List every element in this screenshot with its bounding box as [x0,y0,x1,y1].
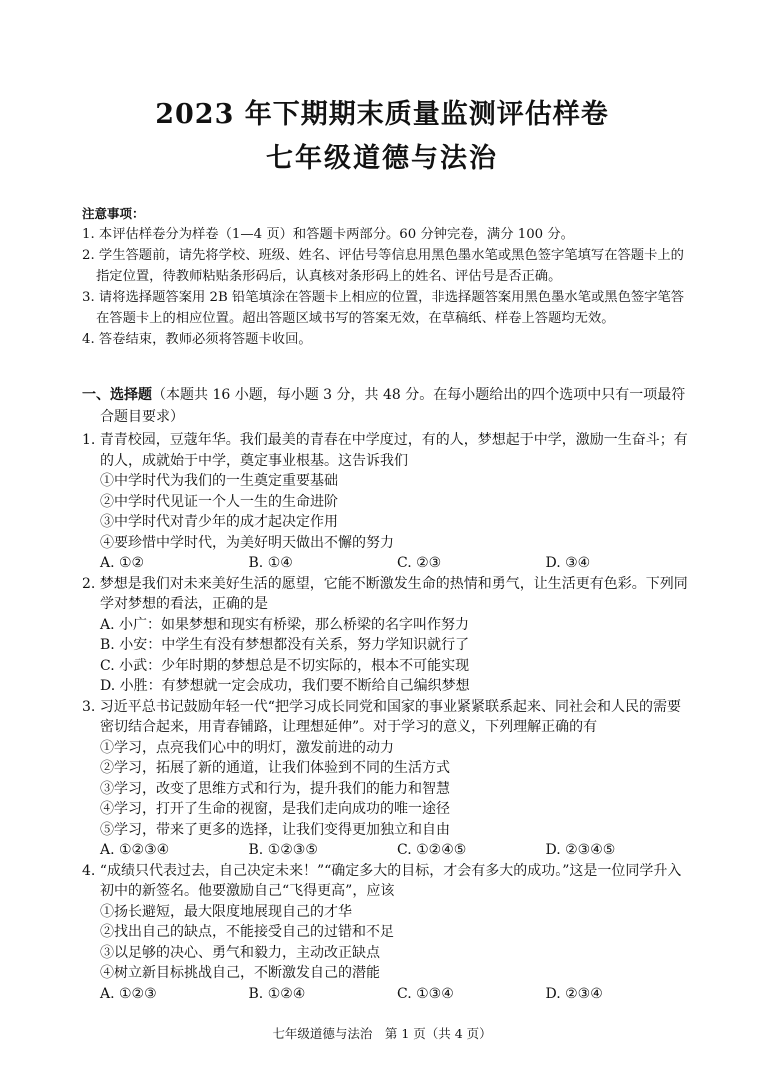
question-option: ④树立新目标挑战自己，不断激发自己的潜能 [100,965,380,981]
question-option: ③学习，改变了思维方式和行为，提升我们的能力和智慧 [100,780,450,797]
question-option: ③中学时代对青少年的成才起决定作用 [100,514,338,530]
section-label: 一、选择题 [82,387,152,403]
question-option: A. 小广：如果梦想和现实有桥梁，那么桥梁的名字叫作努力 [100,616,470,633]
answer-choices [82,984,694,1005]
question-option: ①中学时代为我们的一生奠定重要基础 [100,473,338,489]
choice-d: D. ②③④ [545,985,603,1002]
choice-a: A. ①②③④ [100,842,170,858]
question-4 [82,861,694,1005]
question-stem: 2. 梦想是我们对未来美好生活的愿望，它能不断激发生命的热情和勇气，让生活更有色彩。下列同学对梦想的看法，正确的是 [82,575,688,612]
question-stem: 1. 青青校园，豆蔻年华。我们最美的青春在中学度过，有的人，梦想起于中学，激励一生奋斗；有的人，成就始于中学，奠定事业根基。这告诉我们 [82,432,688,469]
question-1 [82,430,694,574]
section-desc: （本题共 16 小题，每小题 3 分，共 48 分。在每小题给出的四个选项中只有一项最符合题目要求） [100,387,686,425]
note-item: 3. 请将选择题答案用 2B 铅笔填涂在答题卡上相应的位置，非选择题答案用黑色墨水笔或黑色签字笔答在答题卡上的相应位置。超出答题区域书写的答案无效，在草稿纸、样卷上答题均无效。 [82,290,685,326]
question-option: ④学习，打开了生命的视窗，是我们走向成功的唯一途径 [100,801,450,817]
questions-list [82,430,694,1004]
question-option: ②学习，拓展了新的通道，让我们体验到不同的生活方式 [100,760,450,776]
question-option: ③以足够的决心、勇气和毅力，主动改正缺点 [100,944,380,961]
question-option: B. 小安：中学生有没有梦想都没有关系，努力学知识就行了 [100,637,470,653]
question-option: D. 小胜：有梦想就一定会成功，我们要不断给自己编织梦想 [100,678,470,694]
answer-choices [82,553,694,574]
note-item: 4. 答卷结束，教师必须将答题卡收回。 [82,332,312,347]
notes-heading: 注意事项： [82,206,145,221]
question-option: ②找出自己的缺点，不能接受自己的过错和不足 [100,924,394,940]
question-option: ①扬长避短，最大限度地展现自己的才华 [100,903,352,920]
question-2 [82,574,694,697]
question-option: C. 小武：少年时期的梦想总是不切实际的，根本不可能实现 [100,657,470,674]
choice-c: C. ①②④⑤ [397,842,467,858]
question-stem: 4. “成绩只代表过去，自己决定未来！”“确定多大的目标，才会有多大的成功。”这是一位同学升入初中的新签名。他要激励自己“飞得更高”，应该 [82,862,682,899]
page-footer: 七年级道德与法治 第 1 页（共 4 页） [272,1026,492,1041]
question-stem: 3. 习近平总书记鼓励年轻一代“把学习成长同党和国家的事业紧紧联系起来、同社会和人民的需要密切结合起来，用青春铺路，让理想延伸”。对于学习的意义，下列理解正确的有 [82,698,681,735]
exam-title: 2023 年下期期末质量监测评估样卷 [155,99,609,130]
question-option: ①学习，点亮我们心中的明灯，激发前进的动力 [100,739,394,756]
choice-b: B. ①②④ [248,985,306,1002]
answer-choices [82,840,694,861]
choice-c: C. ①③④ [397,985,454,1002]
exam-subject: 七年级道德与法治 [266,143,498,174]
question-option: ④要珍惜中学时代，为美好明天做出不懈的努力 [100,534,394,551]
choice-b: B. ①④ [248,555,293,571]
notes-block [82,203,692,350]
choice-c: C. ②③ [397,555,442,571]
question-option: ⑤学习，带来了更多的选择，让我们变得更加独立和自由 [100,821,450,838]
choice-b: B. ①②③⑤ [248,842,318,858]
section-header [82,384,692,428]
choice-d: D. ②③④⑤ [545,842,616,858]
note-item: 2. 学生答题前，请先将学校、班级、姓名、评估号等信息用黑色墨水笔或黑色签字笔填写在答题卡上的指定位置，待教师粘贴条形码后，认真核对条形码上的姓名、评估号是否正确。 [82,248,684,284]
choice-d: D. ③④ [545,555,591,571]
choice-a: A. ①②③ [100,985,157,1002]
note-item: 1. 本评估样卷分为样卷（1—4 页）和答题卡两部分。60 分钟完卷，满分 100 分。 [82,227,574,242]
choice-a: A. ①② [100,555,145,571]
question-3 [82,697,694,861]
question-option: ②中学时代见证一个人一生的生命进阶 [100,493,338,510]
